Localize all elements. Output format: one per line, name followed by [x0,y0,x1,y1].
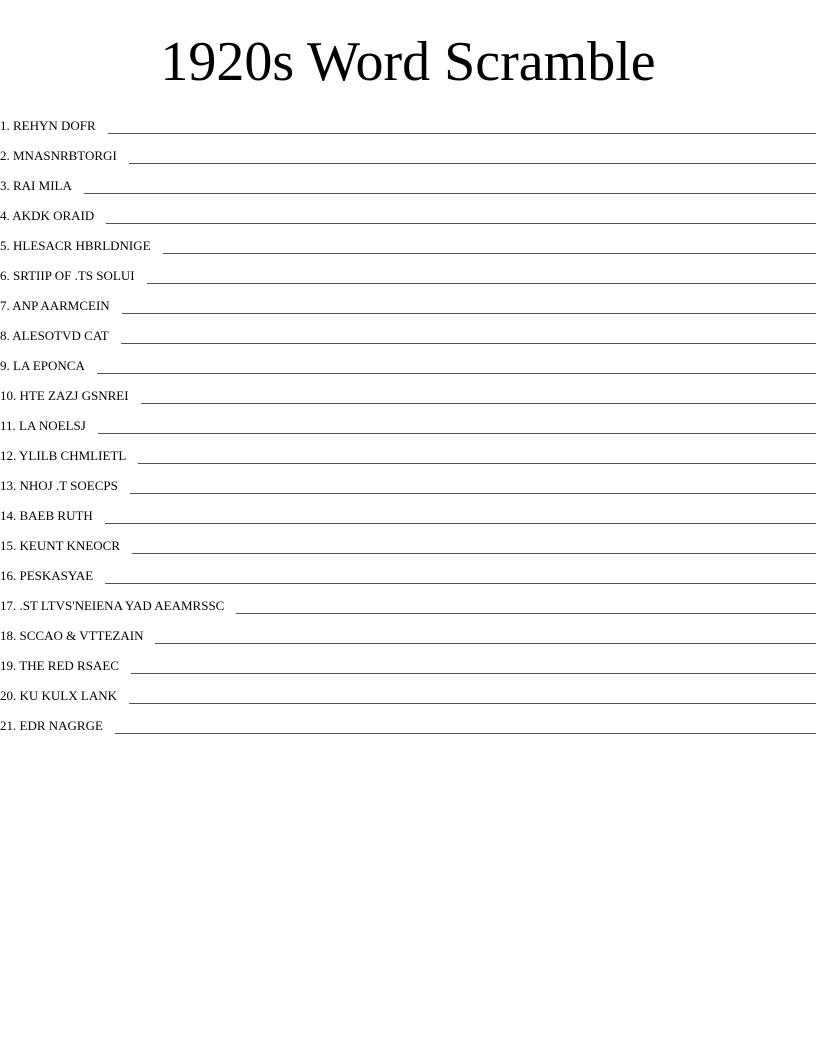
scramble-word [0,148,117,166]
scramble-item [0,136,816,166]
scramble-word [0,568,93,586]
scrambled-text: KU KULX LANK [19,688,117,703]
scramble-item [0,226,816,256]
item-number: 10 . [0,388,20,403]
scrambled-text: ANP AARMCEIN [12,298,110,313]
scramble-item [0,346,816,376]
answer-line[interactable] [132,552,816,554]
answer-line[interactable] [105,582,816,584]
item-number: 21 . [0,718,20,733]
answer-line[interactable] [130,492,816,494]
scramble-item [0,256,816,286]
answer-line[interactable] [115,732,816,734]
item-number: 18 . [0,628,20,643]
scrambled-text: AKDK ORAID [12,208,95,223]
scramble-item [0,286,816,316]
answer-line[interactable] [129,162,816,164]
scramble-item [0,706,816,736]
scramble-word [0,358,85,376]
scramble-word [0,298,110,316]
scramble-word [0,538,120,556]
scrambled-text: YLILB CHMLIETL [19,448,127,463]
answer-line[interactable] [97,372,816,374]
item-number: 20 . [0,688,20,703]
answer-line[interactable] [163,252,816,254]
scramble-item [0,166,816,196]
scrambled-text: HTE ZAZJ GSNREI [19,388,129,403]
answer-line[interactable] [106,222,816,224]
answer-line[interactable] [84,192,816,194]
scramble-word [0,598,224,616]
scrambled-text: SCCAO & VTTEZAIN [19,628,144,643]
item-number: 5 . [0,238,13,253]
scramble-item [0,376,816,406]
scramble-item [0,496,816,526]
item-number: 17 . [0,598,20,613]
scramble-word [0,388,129,406]
scramble-item [0,526,816,556]
answer-line[interactable] [108,132,816,134]
page-title: 1920s Word Scramble [160,31,656,93]
scrambled-text: LA EPONCA [13,358,85,373]
scrambled-text: ALESOTVD CAT [12,328,109,343]
scrambled-text: LA NOELSJ [19,418,86,433]
item-number: 16 . [0,568,20,583]
answer-line[interactable] [121,342,816,344]
scramble-word [0,628,143,646]
answer-line[interactable] [105,522,816,524]
scrambled-text: RAI MILA [13,178,72,193]
item-number: 12 . [0,448,19,463]
scrambled-text: NHOJ .T SOECPS [19,478,118,493]
scramble-word [0,418,86,436]
scrambled-text: HLESACR HBRLDNIGE [13,238,151,253]
answer-line[interactable] [122,312,816,314]
scramble-list [0,106,816,736]
item-number: 3 . [0,178,13,193]
item-number: 9 . [0,358,13,373]
scramble-word [0,328,109,346]
item-number: 15 . [0,538,20,553]
item-number: 19 . [0,658,19,673]
scramble-item [0,436,816,466]
scramble-item [0,466,816,496]
scrambled-text: PESKASYAE [19,568,94,583]
item-number: 13 . [0,478,20,493]
scramble-item [0,676,816,706]
scramble-item [0,556,816,586]
scramble-word [0,238,151,256]
item-number: 2 . [0,148,13,163]
scramble-item [0,586,816,616]
answer-line[interactable] [147,282,816,284]
item-number: 1 . [0,118,13,133]
scrambled-text: .ST LTVS'NEIENA YAD AEAMRSSC [19,598,225,613]
scramble-item [0,616,816,646]
item-number: 4 . [0,208,12,223]
scrambled-text: SRTIIP OF .TS SOLUI [13,268,135,283]
scrambled-text: MNASNRBTORGI [13,148,117,163]
answer-line[interactable] [141,402,816,404]
scramble-word [0,688,117,706]
scramble-item [0,316,816,346]
answer-line[interactable] [131,672,816,674]
scramble-item [0,106,816,136]
item-number: 8 . [0,328,12,343]
scrambled-text: REHYN DOFR [13,118,96,133]
scrambled-text: EDR NAGRGE [19,718,103,733]
scramble-word [0,268,135,286]
item-number: 14 . [0,508,20,523]
scramble-item [0,196,816,226]
scramble-word [0,208,94,226]
answer-line[interactable] [138,462,816,464]
scramble-word [0,478,118,496]
scrambled-text: THE RED RSAEC [19,658,119,673]
answer-line[interactable] [155,642,816,644]
answer-line[interactable] [236,612,816,614]
answer-line[interactable] [129,702,816,704]
scrambled-text: BAEB RUTH [19,508,93,523]
item-number: 11 . [0,418,19,433]
item-number: 6 . [0,268,13,283]
scramble-item [0,406,816,436]
scramble-word [0,658,119,676]
scramble-word [0,118,96,136]
answer-line[interactable] [98,432,816,434]
scramble-word [0,448,126,466]
item-number: 7 . [0,298,12,313]
scramble-word [0,508,93,526]
scramble-word [0,718,103,736]
scramble-item [0,646,816,676]
scramble-word [0,178,72,196]
scrambled-text: KEUNT KNEOCR [19,538,121,553]
